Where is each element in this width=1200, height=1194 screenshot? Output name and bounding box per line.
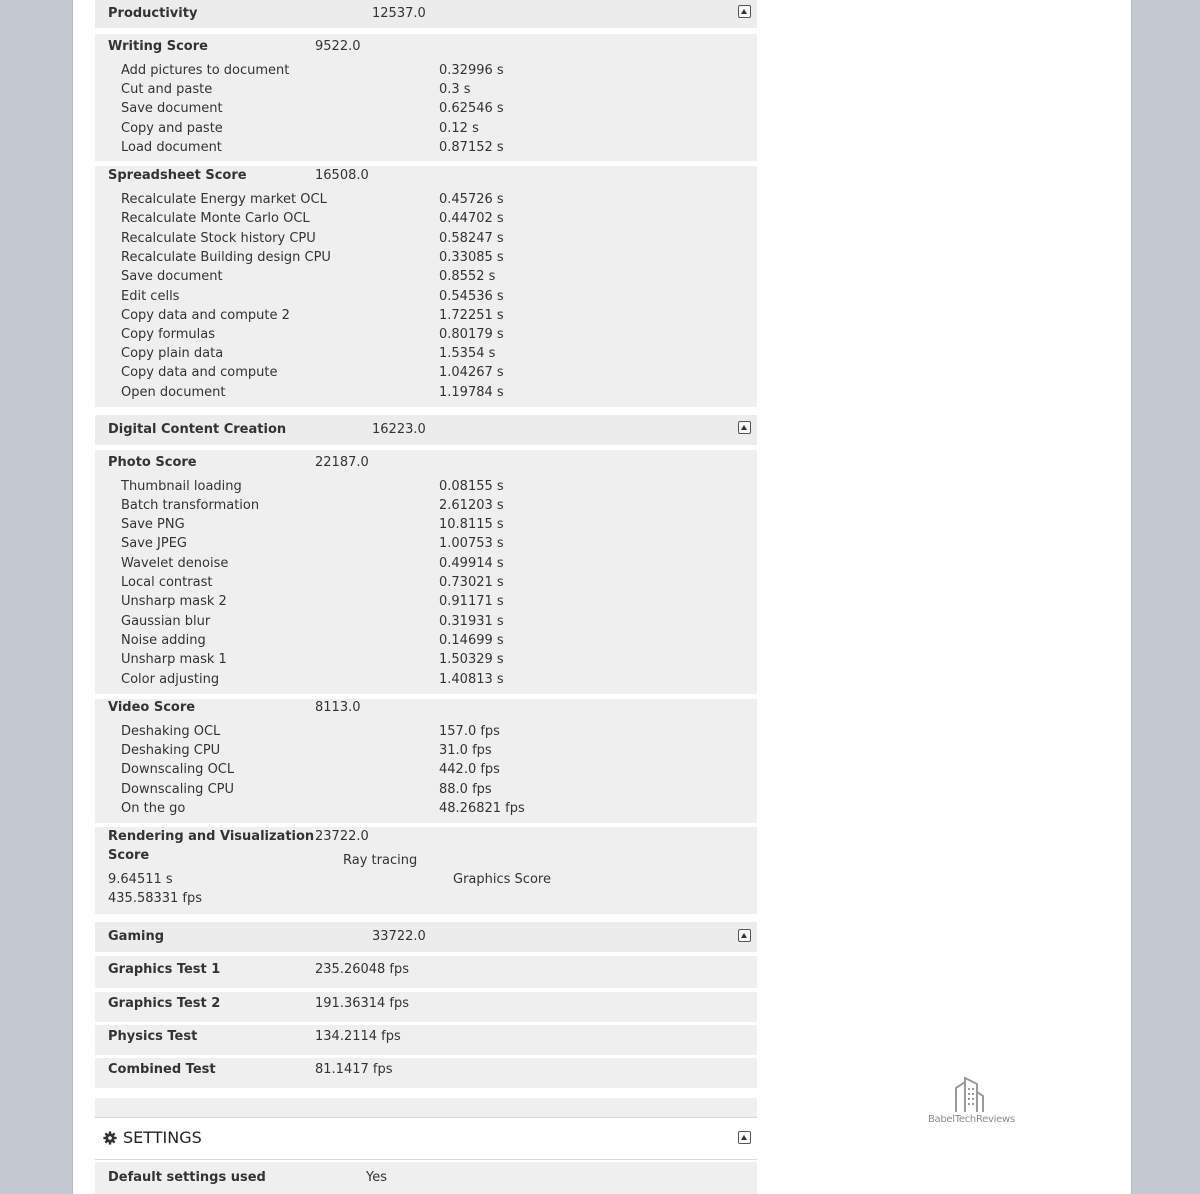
spreadsheet-item-value: 1.04267 s (439, 365, 504, 380)
graphics-score-value: 435.58331 fps (108, 891, 203, 906)
spreadsheet-item-name: Recalculate Building design CPU (121, 250, 331, 265)
spreadsheet-item-name: Copy data and compute (121, 365, 278, 380)
dcc-title: Digital Content Creation (108, 422, 287, 437)
video-item-value: 442.0 fps (439, 762, 500, 777)
writing-score-label: Writing Score (108, 39, 208, 54)
results-page (72, 0, 1132, 1194)
gaming-test-name: Graphics Test 1 (108, 962, 221, 977)
writing-item-name: Load document (121, 140, 222, 155)
gaming-score: 33722.0 (372, 929, 426, 944)
spreadsheet-item-name: Edit cells (121, 289, 180, 304)
collapse-icon[interactable] (738, 421, 751, 434)
collapse-icon[interactable] (738, 5, 751, 18)
photo-item-value: 0.08155 s (439, 479, 504, 494)
gaming-test-value: 235.26048 fps (315, 962, 410, 977)
photo-item-value: 1.40813 s (439, 672, 504, 687)
gaming-title: Gaming (108, 929, 165, 944)
building-icon (953, 1074, 985, 1114)
rendering-panel (95, 827, 757, 914)
collapse-icon[interactable] (738, 1131, 751, 1144)
spreadsheet-item-name: Recalculate Stock history CPU (121, 231, 316, 246)
spreadsheet-item-value: 0.80179 s (439, 327, 504, 342)
writing-item-value: 0.32996 s (439, 63, 504, 78)
gear-icon (103, 1131, 117, 1145)
spreadsheet-score-label: Spreadsheet Score (108, 168, 247, 183)
photo-item-name: Save PNG (121, 517, 185, 532)
photo-item-value: 1.00753 s (439, 536, 504, 551)
photo-item-value: 0.14699 s (439, 633, 504, 648)
rendering-score-value: 23722.0 (315, 829, 369, 844)
writing-item-value: 0.12 s (439, 121, 479, 136)
gaming-test-value: 81.1417 fps (315, 1062, 393, 1077)
gaming-test-name: Physics Test (108, 1029, 198, 1044)
writing-score-value: 9522.0 (315, 39, 361, 54)
spreadsheet-item-name: Copy plain data (121, 346, 224, 361)
video-item-value: 157.0 fps (439, 724, 500, 739)
gaming-test-name: Combined Test (108, 1062, 216, 1077)
spreadsheet-item-name: Recalculate Monte Carlo OCL (121, 211, 310, 226)
video-score-label: Video Score (108, 700, 196, 715)
video-item-value: 31.0 fps (439, 743, 492, 758)
photo-item-name: Batch transformation (121, 498, 260, 513)
gaming-test-value: 191.36314 fps (315, 996, 410, 1011)
collapse-icon[interactable] (738, 929, 751, 942)
spreadsheet-item-value: 0.8552 s (439, 269, 496, 284)
spreadsheet-item-value: 0.54536 s (439, 289, 504, 304)
gaming-test-value: 134.2114 fps (315, 1029, 401, 1044)
photo-item-value: 0.31931 s (439, 614, 504, 629)
writing-panel (95, 34, 757, 161)
writing-item-value: 0.62546 s (439, 101, 504, 116)
photo-item-name: Wavelet denoise (121, 556, 229, 571)
section-spacer (95, 1098, 757, 1117)
productivity-score: 12537.0 (372, 6, 426, 21)
spreadsheet-item-value: 0.44702 s (439, 211, 504, 226)
productivity-title: Productivity (108, 6, 198, 21)
ray-tracing-label: Ray tracing (343, 853, 418, 868)
gaming-test-row (95, 956, 757, 988)
writing-item-name: Add pictures to document (121, 63, 290, 78)
settings-title: SETTINGS (123, 1128, 202, 1147)
graphics-score-label: Graphics Score (453, 872, 551, 887)
video-panel (95, 699, 757, 823)
dcc-header[interactable] (95, 415, 757, 445)
photo-item-value: 10.8115 s (439, 517, 504, 532)
video-item-name: Deshaking CPU (121, 743, 221, 758)
spreadsheet-item-name: Save document (121, 269, 223, 284)
writing-item-name: Cut and paste (121, 82, 213, 97)
gaming-test-row (95, 992, 757, 1022)
photo-item-value: 2.61203 s (439, 498, 504, 513)
gaming-test-name: Graphics Test 2 (108, 996, 221, 1011)
rendering-score-label-line2: Score (108, 848, 150, 863)
photo-item-value: 0.49914 s (439, 556, 504, 571)
video-score-value: 8113.0 (315, 700, 361, 715)
writing-item-name: Save document (121, 101, 223, 116)
photo-item-name: Gaussian blur (121, 614, 211, 629)
photo-score-value: 22187.0 (315, 455, 369, 470)
photo-item-name: Save JPEG (121, 536, 188, 551)
default-settings-value: Yes (366, 1170, 387, 1185)
video-item-name: Deshaking OCL (121, 724, 221, 739)
rendering-score-label-line1: Rendering and Visualization (108, 829, 315, 844)
photo-item-name: Color adjusting (121, 672, 220, 687)
spreadsheet-item-value: 0.45726 s (439, 192, 504, 207)
photo-item-name: Unsharp mask 2 (121, 594, 227, 609)
spreadsheet-panel (95, 166, 757, 407)
spreadsheet-item-name: Open document (121, 385, 226, 400)
gaming-test-row (95, 1025, 757, 1055)
watermark-text: BabelTechReviews (928, 1114, 1015, 1125)
dcc-score: 16223.0 (372, 422, 426, 437)
writing-item-name: Copy and paste (121, 121, 223, 136)
photo-panel (95, 450, 757, 694)
settings-header[interactable] (95, 1117, 757, 1160)
writing-item-value: 0.3 s (439, 82, 471, 97)
photo-item-value: 1.50329 s (439, 652, 504, 667)
writing-item-value: 0.87152 s (439, 140, 504, 155)
ray-tracing-value: 9.64511 s (108, 872, 173, 887)
photo-item-name: Local contrast (121, 575, 213, 590)
photo-item-name: Noise adding (121, 633, 206, 648)
video-item-name: Downscaling OCL (121, 762, 235, 777)
video-item-name: Downscaling CPU (121, 782, 235, 797)
watermark-logo (928, 1072, 1015, 1132)
video-item-value: 88.0 fps (439, 782, 492, 797)
spreadsheet-item-name: Copy data and compute 2 (121, 308, 290, 323)
productivity-header[interactable] (95, 0, 757, 28)
spreadsheet-item-value: 0.58247 s (439, 231, 504, 246)
default-settings-row (95, 1162, 757, 1194)
gaming-test-row (95, 1058, 757, 1088)
video-item-value: 48.26821 fps (439, 801, 525, 816)
photo-item-name: Thumbnail loading (121, 479, 242, 494)
spreadsheet-item-name: Copy formulas (121, 327, 216, 342)
spreadsheet-item-value: 1.72251 s (439, 308, 504, 323)
video-item-name: On the go (121, 801, 186, 816)
spreadsheet-item-value: 1.5354 s (439, 346, 496, 361)
spreadsheet-item-value: 0.33085 s (439, 250, 504, 265)
spreadsheet-item-name: Recalculate Energy market OCL (121, 192, 327, 207)
default-settings-label: Default settings used (108, 1170, 266, 1185)
spreadsheet-score-value: 16508.0 (315, 168, 369, 183)
spreadsheet-item-value: 1.19784 s (439, 385, 504, 400)
photo-item-value: 0.91171 s (439, 594, 504, 609)
photo-item-name: Unsharp mask 1 (121, 652, 227, 667)
gaming-header[interactable] (95, 922, 757, 952)
photo-score-label: Photo Score (108, 455, 197, 470)
photo-item-value: 0.73021 s (439, 575, 504, 590)
